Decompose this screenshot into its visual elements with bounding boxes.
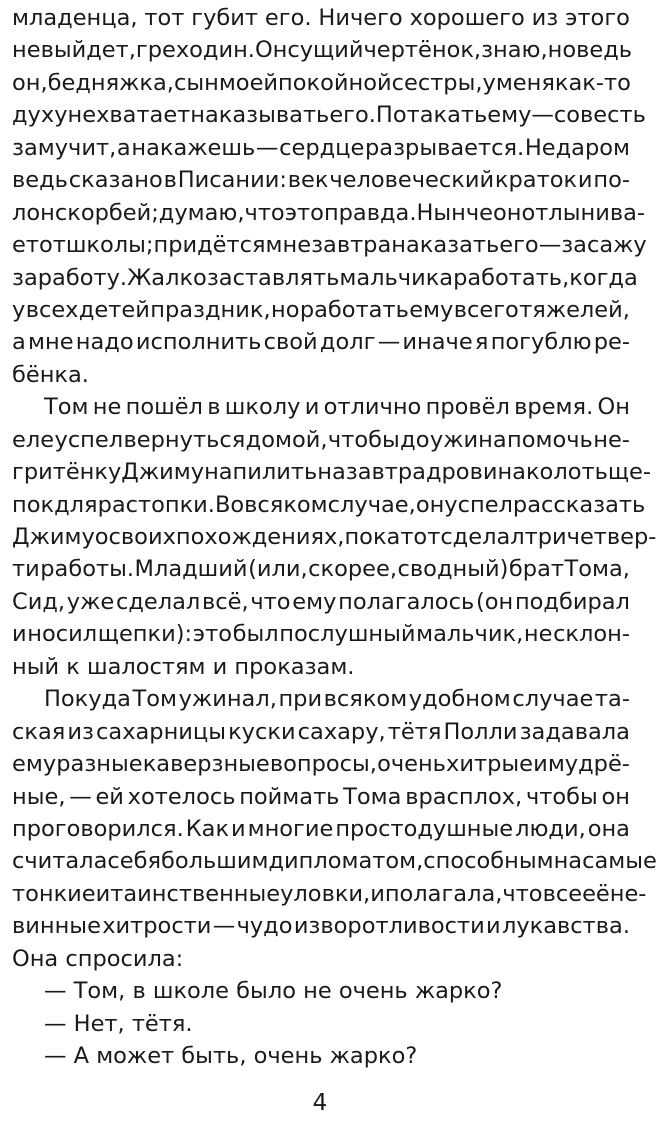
word: хватает bbox=[96, 102, 191, 129]
word: не bbox=[12, 37, 41, 64]
word: сделал bbox=[115, 588, 201, 615]
word: разрывается. bbox=[365, 134, 525, 161]
text-line bbox=[12, 456, 651, 488]
word: чудо bbox=[236, 913, 293, 940]
word: четвер- bbox=[566, 524, 657, 550]
word: исполнить bbox=[135, 329, 262, 356]
word: и bbox=[533, 751, 548, 778]
word: Полли bbox=[443, 718, 518, 745]
word: а bbox=[12, 329, 26, 356]
word: век bbox=[287, 167, 329, 194]
word: способным bbox=[423, 848, 554, 875]
word: замучит, bbox=[12, 134, 117, 161]
word: удобном bbox=[408, 686, 511, 713]
word: работу. bbox=[37, 264, 128, 291]
word: праздник, bbox=[150, 296, 271, 323]
word: сестры, bbox=[391, 69, 483, 96]
text-line bbox=[12, 326, 630, 358]
word: думаю, bbox=[158, 199, 245, 226]
word: брат bbox=[508, 556, 564, 583]
text-line bbox=[12, 262, 638, 294]
word: краток bbox=[494, 167, 578, 194]
word: совесть bbox=[553, 102, 646, 129]
text-line bbox=[12, 716, 630, 748]
word: и bbox=[95, 880, 111, 907]
word: сердце bbox=[279, 134, 365, 161]
word: лон bbox=[12, 199, 55, 226]
word: изворотливости bbox=[293, 913, 485, 940]
word: но bbox=[547, 37, 577, 64]
word: тот bbox=[144, 5, 185, 31]
word: но bbox=[271, 296, 300, 323]
text-line bbox=[12, 34, 633, 66]
word: куски bbox=[228, 718, 296, 745]
word: отлынива- bbox=[521, 199, 646, 226]
word: при bbox=[278, 686, 323, 713]
word: уловки, bbox=[280, 880, 371, 907]
word: ужинал, bbox=[178, 686, 277, 713]
word: склон- bbox=[553, 621, 630, 648]
word: этого bbox=[565, 5, 630, 31]
word: и bbox=[231, 815, 246, 842]
text-line bbox=[12, 164, 630, 196]
word: его. bbox=[264, 5, 312, 31]
word: из bbox=[67, 718, 94, 745]
word: скорее, bbox=[308, 556, 398, 583]
word: правда. bbox=[323, 199, 417, 226]
word: завтра bbox=[345, 459, 426, 486]
word: она bbox=[587, 815, 630, 842]
word: Он bbox=[254, 37, 288, 64]
word: а bbox=[116, 134, 131, 161]
word: школу bbox=[224, 394, 301, 421]
word: грех bbox=[135, 37, 190, 64]
word: врасплох, bbox=[405, 783, 523, 810]
word: ужина bbox=[429, 426, 507, 453]
word: бедняжка, bbox=[47, 69, 174, 96]
word: работать bbox=[299, 296, 409, 323]
text-line: ный к шалостям и проказам. bbox=[12, 653, 355, 680]
word: хитрости bbox=[102, 913, 212, 940]
word: Младший bbox=[134, 556, 248, 583]
text-line bbox=[12, 748, 630, 780]
word: выйдет, bbox=[40, 37, 136, 64]
word: человеческий bbox=[329, 167, 495, 194]
word: сахару, bbox=[297, 718, 386, 745]
word: меня bbox=[495, 69, 555, 96]
word: не- bbox=[609, 880, 647, 907]
text-line: — А может быть, очень жарко? bbox=[44, 1043, 418, 1069]
word: Ничего bbox=[318, 5, 403, 31]
word: хитрые bbox=[446, 751, 533, 778]
word: мальчика bbox=[339, 264, 454, 291]
word: ные, bbox=[12, 783, 66, 810]
word: заставлять bbox=[206, 264, 340, 291]
text-line bbox=[12, 391, 630, 423]
word: чтобы bbox=[525, 783, 598, 810]
word: (он bbox=[475, 588, 514, 615]
word: провёл bbox=[425, 394, 510, 421]
word: Недаром bbox=[524, 134, 630, 161]
word: каверзные bbox=[142, 751, 270, 778]
word: — bbox=[531, 102, 554, 129]
word: пошёл bbox=[125, 394, 203, 421]
word: ему bbox=[292, 588, 337, 615]
word: проговорился. bbox=[12, 815, 184, 842]
word: всяком bbox=[244, 491, 328, 518]
word: и bbox=[12, 621, 27, 648]
word: вернуться bbox=[123, 426, 246, 453]
word: Тома bbox=[343, 783, 402, 810]
word: гритёнку bbox=[12, 459, 122, 486]
word: не bbox=[523, 621, 553, 648]
word: дипломатом, bbox=[268, 848, 424, 875]
text-line bbox=[12, 132, 630, 164]
word: ведь bbox=[576, 37, 633, 64]
word: от bbox=[38, 232, 66, 259]
word: школы; bbox=[65, 232, 154, 259]
word: для bbox=[54, 491, 98, 518]
word: та- bbox=[594, 686, 630, 713]
word: все bbox=[542, 880, 583, 907]
word: — bbox=[69, 783, 92, 810]
word: знаю, bbox=[481, 37, 548, 64]
word: детей bbox=[78, 296, 150, 323]
word: Во bbox=[214, 491, 245, 518]
word: не bbox=[67, 102, 97, 129]
word: и bbox=[370, 880, 385, 907]
word: сахарницы bbox=[96, 718, 227, 745]
word: покойной bbox=[278, 69, 392, 96]
word: многие bbox=[247, 815, 334, 842]
word: на bbox=[553, 848, 583, 875]
word: — bbox=[212, 913, 236, 940]
word: мальчик, bbox=[416, 621, 524, 648]
word: и bbox=[486, 913, 501, 940]
word: свой bbox=[263, 329, 318, 356]
text-line bbox=[12, 813, 630, 845]
word: его bbox=[499, 232, 539, 259]
word: в bbox=[163, 167, 177, 194]
word: мудрё- bbox=[547, 751, 630, 778]
word: за bbox=[12, 264, 38, 291]
word: духу bbox=[12, 102, 68, 129]
word: случае bbox=[512, 686, 594, 713]
word: тётя bbox=[387, 718, 442, 745]
text-line bbox=[12, 229, 647, 261]
word: работать, bbox=[453, 264, 570, 291]
text-line bbox=[12, 521, 657, 553]
word: я bbox=[474, 329, 489, 356]
word: себя bbox=[107, 848, 161, 875]
word: помочь bbox=[507, 426, 593, 453]
word: завтра bbox=[311, 232, 392, 259]
word: напилить bbox=[204, 459, 318, 486]
text-line bbox=[12, 910, 630, 942]
text-line bbox=[12, 553, 630, 585]
word: Жалко bbox=[127, 264, 207, 291]
word: долг bbox=[319, 329, 376, 356]
word: в bbox=[207, 394, 221, 421]
word: надо bbox=[75, 329, 134, 356]
word: работы. bbox=[40, 556, 135, 583]
word: Тома, bbox=[564, 556, 630, 583]
word: Как bbox=[185, 815, 230, 842]
word: всех bbox=[25, 296, 79, 323]
word: Нынче bbox=[416, 199, 494, 226]
word: люди, bbox=[515, 815, 586, 842]
word: не- bbox=[593, 426, 630, 453]
word: придётся bbox=[153, 232, 266, 259]
text-line bbox=[12, 683, 630, 715]
word: дров bbox=[425, 459, 483, 486]
word: он bbox=[601, 783, 630, 810]
word: носил bbox=[27, 621, 98, 648]
word: засажу bbox=[561, 232, 647, 259]
word: ская bbox=[12, 718, 66, 745]
word: сделал bbox=[440, 524, 525, 550]
word: хотелось bbox=[127, 783, 236, 810]
word: тонкие bbox=[12, 880, 96, 907]
word: (или, bbox=[248, 556, 308, 583]
word: это bbox=[284, 199, 324, 226]
word: растопки. bbox=[97, 491, 215, 518]
word: похождениях, bbox=[175, 524, 345, 550]
word: сводный) bbox=[397, 556, 509, 583]
word: сказано bbox=[68, 167, 163, 194]
word: его. bbox=[329, 102, 376, 129]
word: лукавства. bbox=[501, 913, 630, 940]
word: очень bbox=[377, 751, 446, 778]
word: большим bbox=[160, 848, 269, 875]
word: скорбей; bbox=[54, 199, 159, 226]
word: на bbox=[317, 459, 346, 486]
word: щепки): bbox=[97, 621, 193, 648]
word: ще- bbox=[607, 459, 651, 486]
word: и bbox=[304, 394, 320, 421]
word: рассказать bbox=[512, 491, 646, 518]
word: сущий bbox=[287, 37, 364, 64]
word: когда bbox=[569, 264, 638, 291]
word: он bbox=[493, 199, 522, 226]
word: домой, bbox=[245, 426, 328, 453]
word: из bbox=[531, 5, 559, 31]
word: разные bbox=[56, 751, 143, 778]
word: иначе bbox=[402, 329, 473, 356]
word: Покуда bbox=[44, 686, 131, 713]
word: ре- bbox=[593, 329, 630, 356]
text-line bbox=[12, 781, 630, 813]
word: у bbox=[12, 296, 26, 323]
text-line bbox=[12, 294, 630, 326]
text-line bbox=[12, 878, 647, 910]
word: чтобы bbox=[327, 426, 400, 453]
word: чертёнок, bbox=[363, 37, 482, 64]
page-number: 4 bbox=[312, 1090, 328, 1116]
word: винные bbox=[12, 913, 101, 940]
word: хорошего bbox=[409, 5, 525, 31]
word: ей bbox=[95, 783, 124, 810]
word: уже bbox=[66, 588, 115, 615]
word: три bbox=[524, 524, 567, 550]
text-line: — Нет, тётя. bbox=[44, 1010, 193, 1037]
word: всё, bbox=[202, 588, 249, 615]
text-line bbox=[12, 2, 630, 34]
word: мне bbox=[28, 329, 74, 356]
word: пока bbox=[344, 524, 401, 550]
word: таинственные bbox=[110, 880, 281, 907]
word: был bbox=[232, 621, 279, 648]
word: накажешь bbox=[131, 134, 256, 161]
word: он, bbox=[12, 69, 48, 96]
word: и bbox=[577, 167, 593, 194]
word: случае, bbox=[327, 491, 416, 518]
word: успел bbox=[444, 491, 513, 518]
word: — bbox=[538, 232, 562, 259]
word: ему bbox=[409, 296, 454, 323]
word: успел bbox=[54, 426, 124, 453]
word: у bbox=[482, 69, 496, 96]
word: ему bbox=[12, 751, 57, 778]
word: Сид, bbox=[12, 588, 66, 615]
word: тот bbox=[400, 524, 441, 550]
word: что bbox=[244, 199, 285, 226]
word: ведь bbox=[12, 167, 68, 194]
word: всяком bbox=[323, 686, 408, 713]
word: всего bbox=[453, 296, 519, 323]
body-text bbox=[12, 2, 657, 1072]
word: еле bbox=[12, 426, 55, 453]
word: мне bbox=[265, 232, 312, 259]
word: поймать bbox=[239, 783, 340, 810]
word: Он bbox=[597, 394, 630, 421]
word: о bbox=[94, 524, 109, 550]
text-line: бёнка. bbox=[12, 361, 89, 388]
word: моей bbox=[218, 69, 279, 96]
word: что bbox=[502, 880, 543, 907]
word: один. bbox=[189, 37, 255, 64]
word: Писании: bbox=[177, 167, 287, 194]
text-line bbox=[12, 586, 630, 618]
word: до bbox=[400, 426, 430, 453]
word: ет bbox=[12, 232, 39, 259]
word: по- bbox=[593, 167, 630, 194]
word: Джиму bbox=[12, 524, 95, 550]
word: младенца, bbox=[12, 5, 138, 31]
word: он bbox=[415, 491, 445, 518]
word: что bbox=[250, 588, 291, 615]
word: ти bbox=[12, 556, 40, 583]
word: сын bbox=[173, 69, 219, 96]
word: самые bbox=[582, 848, 657, 875]
word: наказать bbox=[391, 232, 500, 259]
word: не bbox=[92, 394, 122, 421]
word: тяжелей, bbox=[519, 296, 630, 323]
text-line bbox=[12, 99, 646, 131]
word: считала bbox=[12, 848, 108, 875]
text-line bbox=[12, 424, 630, 456]
text-line: — Том, в школе было не очень жарко? bbox=[44, 978, 503, 1005]
text-line bbox=[12, 618, 630, 650]
word: — bbox=[377, 329, 401, 356]
word: и bbox=[482, 459, 498, 486]
word: время. bbox=[514, 394, 594, 421]
word: погублю bbox=[490, 329, 592, 356]
word: как-то bbox=[554, 69, 631, 96]
text-line bbox=[12, 197, 646, 229]
word: полагала, bbox=[384, 880, 503, 907]
word: её bbox=[582, 880, 610, 907]
word: полагалось bbox=[338, 588, 475, 615]
word: отлично bbox=[323, 394, 422, 421]
word: ему bbox=[487, 102, 532, 129]
word: вопросы, bbox=[269, 751, 377, 778]
word: послушный bbox=[279, 621, 416, 648]
word: губит bbox=[191, 5, 259, 31]
word: Потакать bbox=[375, 102, 488, 129]
word: Джиму bbox=[121, 459, 205, 486]
text-line bbox=[12, 67, 630, 99]
word: своих bbox=[108, 524, 176, 550]
text-line bbox=[12, 845, 657, 877]
text-line: Она спросила: bbox=[12, 945, 184, 972]
word: пок bbox=[12, 491, 55, 518]
word: подбирал bbox=[514, 588, 630, 615]
word: простодушные bbox=[335, 815, 514, 842]
word: Том bbox=[132, 686, 178, 713]
word: задавала bbox=[519, 718, 630, 745]
word: наказывать bbox=[190, 102, 330, 129]
word: наколоть bbox=[497, 459, 608, 486]
word: это bbox=[192, 621, 232, 648]
text-line bbox=[12, 489, 646, 521]
word: Том bbox=[44, 394, 89, 421]
word: — bbox=[255, 134, 279, 161]
